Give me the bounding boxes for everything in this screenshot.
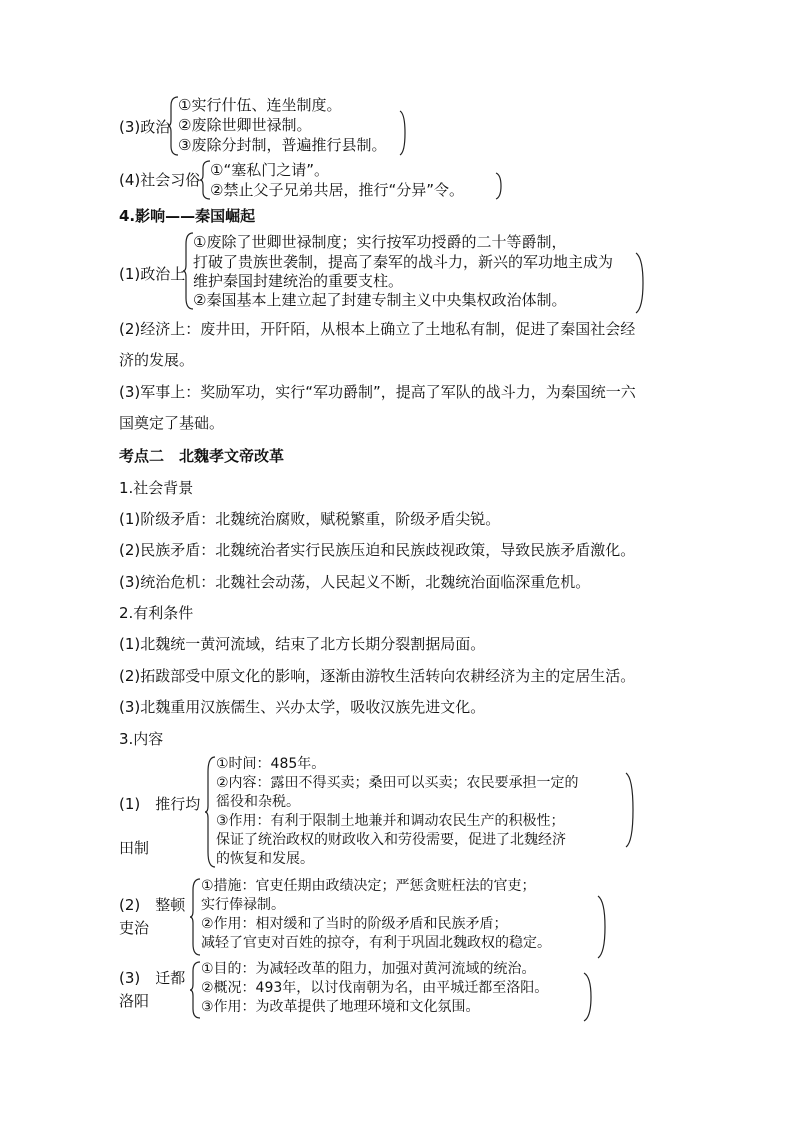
politics-item-1: ①实行什伍、连坐制度。: [178, 96, 342, 114]
land-reform-item-2-cont: 徭役和杂税。: [216, 794, 300, 810]
politics-item-3: ③废除分封制，普遍推行县制。: [178, 136, 387, 154]
conditions-heading: 2.有利条件: [119, 604, 194, 622]
capital-move-label: (3) 迁都: [119, 969, 186, 987]
topic-two-heading: 考点二 北魏孝文帝改革: [119, 447, 285, 465]
conditions-item: (1)北魏统一黄河流域，结束了北方长期分裂割据局面。: [119, 635, 486, 653]
background-item: (2)民族矛盾：北魏统治者实行民族压迫和民族歧视政策，导致民族矛盾激化。: [119, 541, 636, 559]
officials-reform-item-2: ②作用：相对缓和了当时的阶级矛盾和民族矛盾；: [201, 916, 508, 932]
officials-reform-label-cont: 吏治: [119, 919, 150, 937]
economic-impact-line-2: 济的发展。: [119, 351, 195, 369]
right-brace: [634, 252, 646, 314]
political-impact-label: (1)政治上: [119, 265, 186, 283]
background-heading: 1.社会背景: [119, 479, 194, 497]
politics-label: (3)政治: [119, 118, 171, 136]
customs-label: (4)社会习俗: [119, 171, 201, 189]
land-reform-item-3-cont: 保证了统治政权的财政收入和劳役需要，促进了北魏经济: [216, 832, 566, 848]
land-reform-label-cont: 田制: [119, 839, 150, 857]
capital-move-item-2: ②概况：493年，以讨伐南朝为名，由平城迁都至洛阳。: [201, 980, 549, 996]
content-heading: 3.内容: [119, 730, 164, 748]
officials-reform-item-1: ①措施：官吏任期由政绩决定；严惩贪赃枉法的官吏；: [201, 878, 536, 894]
political-impact-item-1: ①废除了世卿世禄制度；实行按军功授爵的二十等爵制，: [193, 233, 567, 251]
background-item: (3)统治危机：北魏社会动荡，人民起义不断，北魏统治面临深重危机。: [119, 573, 591, 591]
officials-reform-label: (2) 整顿: [119, 896, 186, 914]
land-reform-item-3-cont: 的恢复和发展。: [216, 851, 314, 867]
land-reform-item-3: ③作用：有利于限制土地兼并和调动农民生产的积极性；: [216, 813, 565, 829]
customs-item-2: ②禁止父子兄弟共居，推行“分异”令。: [210, 181, 464, 199]
background-item: (1)阶级矛盾：北魏统治腐败，赋税繁重，阶级矛盾尖锐。: [119, 510, 501, 528]
officials-reform-item-1-cont: 实行俸禄制。: [201, 897, 285, 913]
political-impact-item-1-cont: 打破了贵族世袭制，提高了秦军的战斗力，新兴的军功地主成为: [193, 253, 614, 271]
conditions-item: (2)拓跋部受中原文化的影响，逐渐由游牧生活转向农耕经济为主的定居生活。: [119, 667, 636, 685]
right-brace: [494, 172, 504, 200]
political-impact-item-2: ②秦国基本上建立起了封建专制主义中央集权政治体制。: [193, 291, 567, 309]
right-brace: [398, 110, 408, 156]
officials-reform-item-2-cont: 减轻了官吏对百姓的掠夺，有利于巩固北魏政权的稳定。: [201, 935, 551, 951]
right-brace: [596, 895, 608, 959]
economic-impact-line-1: (2)经济上：废井田，开阡陌，从根本上确立了土地私有制，促进了秦国社会经: [119, 320, 636, 338]
customs-item-1: ①“塞私门之请”。: [210, 161, 329, 179]
right-brace: [582, 972, 594, 1022]
capital-move-item-1: ①目的：为减轻改革的阻力，加强对黄河流域的统治。: [201, 961, 536, 977]
right-brace: [624, 772, 636, 848]
military-impact-line-2: 国奠定了基础。: [119, 414, 225, 432]
impact-heading: 4.影响——秦国崛起: [119, 207, 256, 225]
land-reform-label: (1) 推行均: [119, 795, 201, 813]
politics-item-2: ②废除世卿世禄制。: [178, 116, 312, 134]
land-reform-item-1: ①时间：485年。: [216, 756, 326, 772]
land-reform-item-2: ②内容：露田不得买卖；桑田可以买卖；农民要承担一定的: [216, 775, 579, 791]
military-impact-line-1: (3)军事上：奖励军功，实行“军功爵制”，提高了军队的战斗力，为秦国统一六: [119, 383, 636, 401]
capital-move-label-cont: 洛阳: [119, 992, 150, 1010]
capital-move-item-3: ③作用：为改革提供了地理环境和文化氛围。: [201, 999, 480, 1015]
conditions-item: (3)北魏重用汉族儒生、兴办太学，吸收汉族先进文化。: [119, 698, 486, 716]
political-impact-item-1-cont: 维护秦国封建统治的重要支柱。: [193, 272, 404, 290]
